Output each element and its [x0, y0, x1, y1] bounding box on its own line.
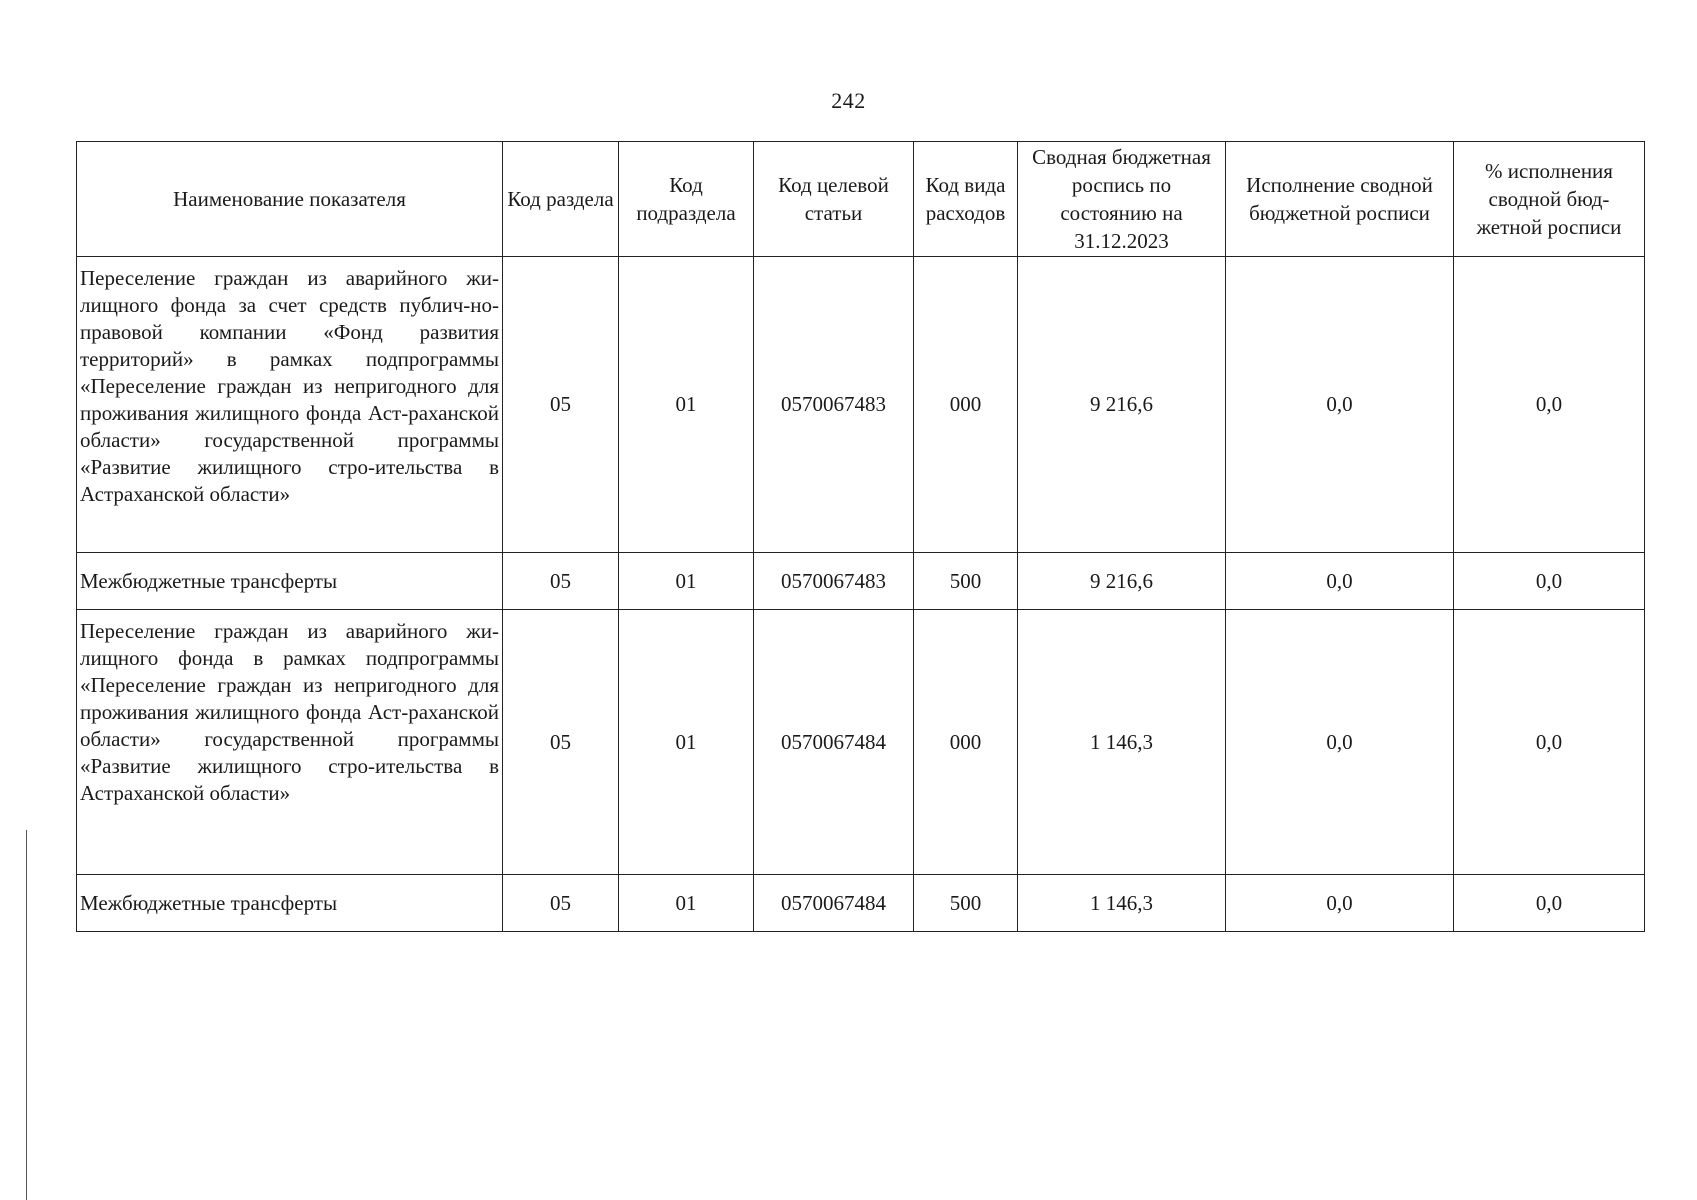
row-execution: 0,0 [1226, 553, 1454, 610]
row-target-item-code: 0570067484 [754, 875, 914, 932]
row-indicator-name: Переселение граждан из аварийного жи-лищного фонда за счет средств публич-но-правовой компании «Фонд развития территорий» в рамках подпрограммы «Переселение граждан из непригодного для проживания жилищного фонда Аст-раханской области» государственной программы «Развитие жилищного стро-ительства в Астраханской области» [77, 257, 503, 553]
table-row [77, 610, 1645, 875]
table-header-row [77, 142, 1645, 257]
row-execution-percent: 0,0 [1454, 553, 1645, 610]
header-target-item-code: Код целевой статьи [754, 142, 914, 257]
row-consolidated-budget: 9 216,6 [1018, 553, 1226, 610]
row-expense-type-code: 000 [914, 610, 1018, 875]
row-subsection-code: 01 [619, 875, 754, 932]
row-target-item-code: 0570067483 [754, 553, 914, 610]
row-consolidated-budget: 1 146,3 [1018, 610, 1226, 875]
row-execution: 0,0 [1226, 610, 1454, 875]
row-expense-type-code: 500 [914, 553, 1018, 610]
row-expense-type-code: 500 [914, 875, 1018, 932]
row-consolidated-budget: 9 216,6 [1018, 257, 1226, 553]
row-section-code: 05 [503, 610, 619, 875]
budget-execution-table [76, 141, 1645, 932]
header-subsection-code: Код подраздела [619, 142, 754, 257]
row-execution-percent: 0,0 [1454, 257, 1645, 553]
row-expense-type-code: 000 [914, 257, 1018, 553]
table-row [77, 257, 1645, 553]
row-section-code: 05 [503, 553, 619, 610]
row-target-item-code: 0570067483 [754, 257, 914, 553]
table-row [77, 553, 1645, 610]
header-section-code: Код раздела [503, 142, 619, 257]
row-execution-percent: 0,0 [1454, 875, 1645, 932]
row-subsection-code: 01 [619, 610, 754, 875]
row-indicator-name: Переселение граждан из аварийного жи-лищного фонда в рамках подпрограммы «Переселение граждан из непригодного для проживания жилищного фонда Аст-раханской области» государственной программы «Развитие жилищного стро-ительства в Астраханской области» [77, 610, 503, 875]
table-row [77, 875, 1645, 932]
header-execution-percent: % исполнения сводной бюд-жетной росписи [1454, 142, 1645, 257]
row-subsection-code: 01 [619, 553, 754, 610]
row-target-item-code: 0570067484 [754, 610, 914, 875]
row-subsection-code: 01 [619, 257, 754, 553]
row-section-code: 05 [503, 257, 619, 553]
scan-edge-line [26, 830, 27, 1200]
header-expense-type-code: Код вида расходов [914, 142, 1018, 257]
page-number: 242 [831, 88, 866, 113]
header-execution: Исполнение сводной бюджетной росписи [1226, 142, 1454, 257]
row-execution-percent: 0,0 [1454, 610, 1645, 875]
row-indicator-name: Межбюджетные трансферты [77, 553, 503, 610]
row-consolidated-budget: 1 146,3 [1018, 875, 1226, 932]
row-execution: 0,0 [1226, 875, 1454, 932]
header-indicator-name: Наименование показателя [77, 142, 503, 257]
row-execution: 0,0 [1226, 257, 1454, 553]
header-consolidated-budget: Сводная бюджетная роспись по состоянию на 31.12.2023 [1018, 142, 1226, 257]
row-section-code: 05 [503, 875, 619, 932]
row-indicator-name: Межбюджетные трансферты [77, 875, 503, 932]
